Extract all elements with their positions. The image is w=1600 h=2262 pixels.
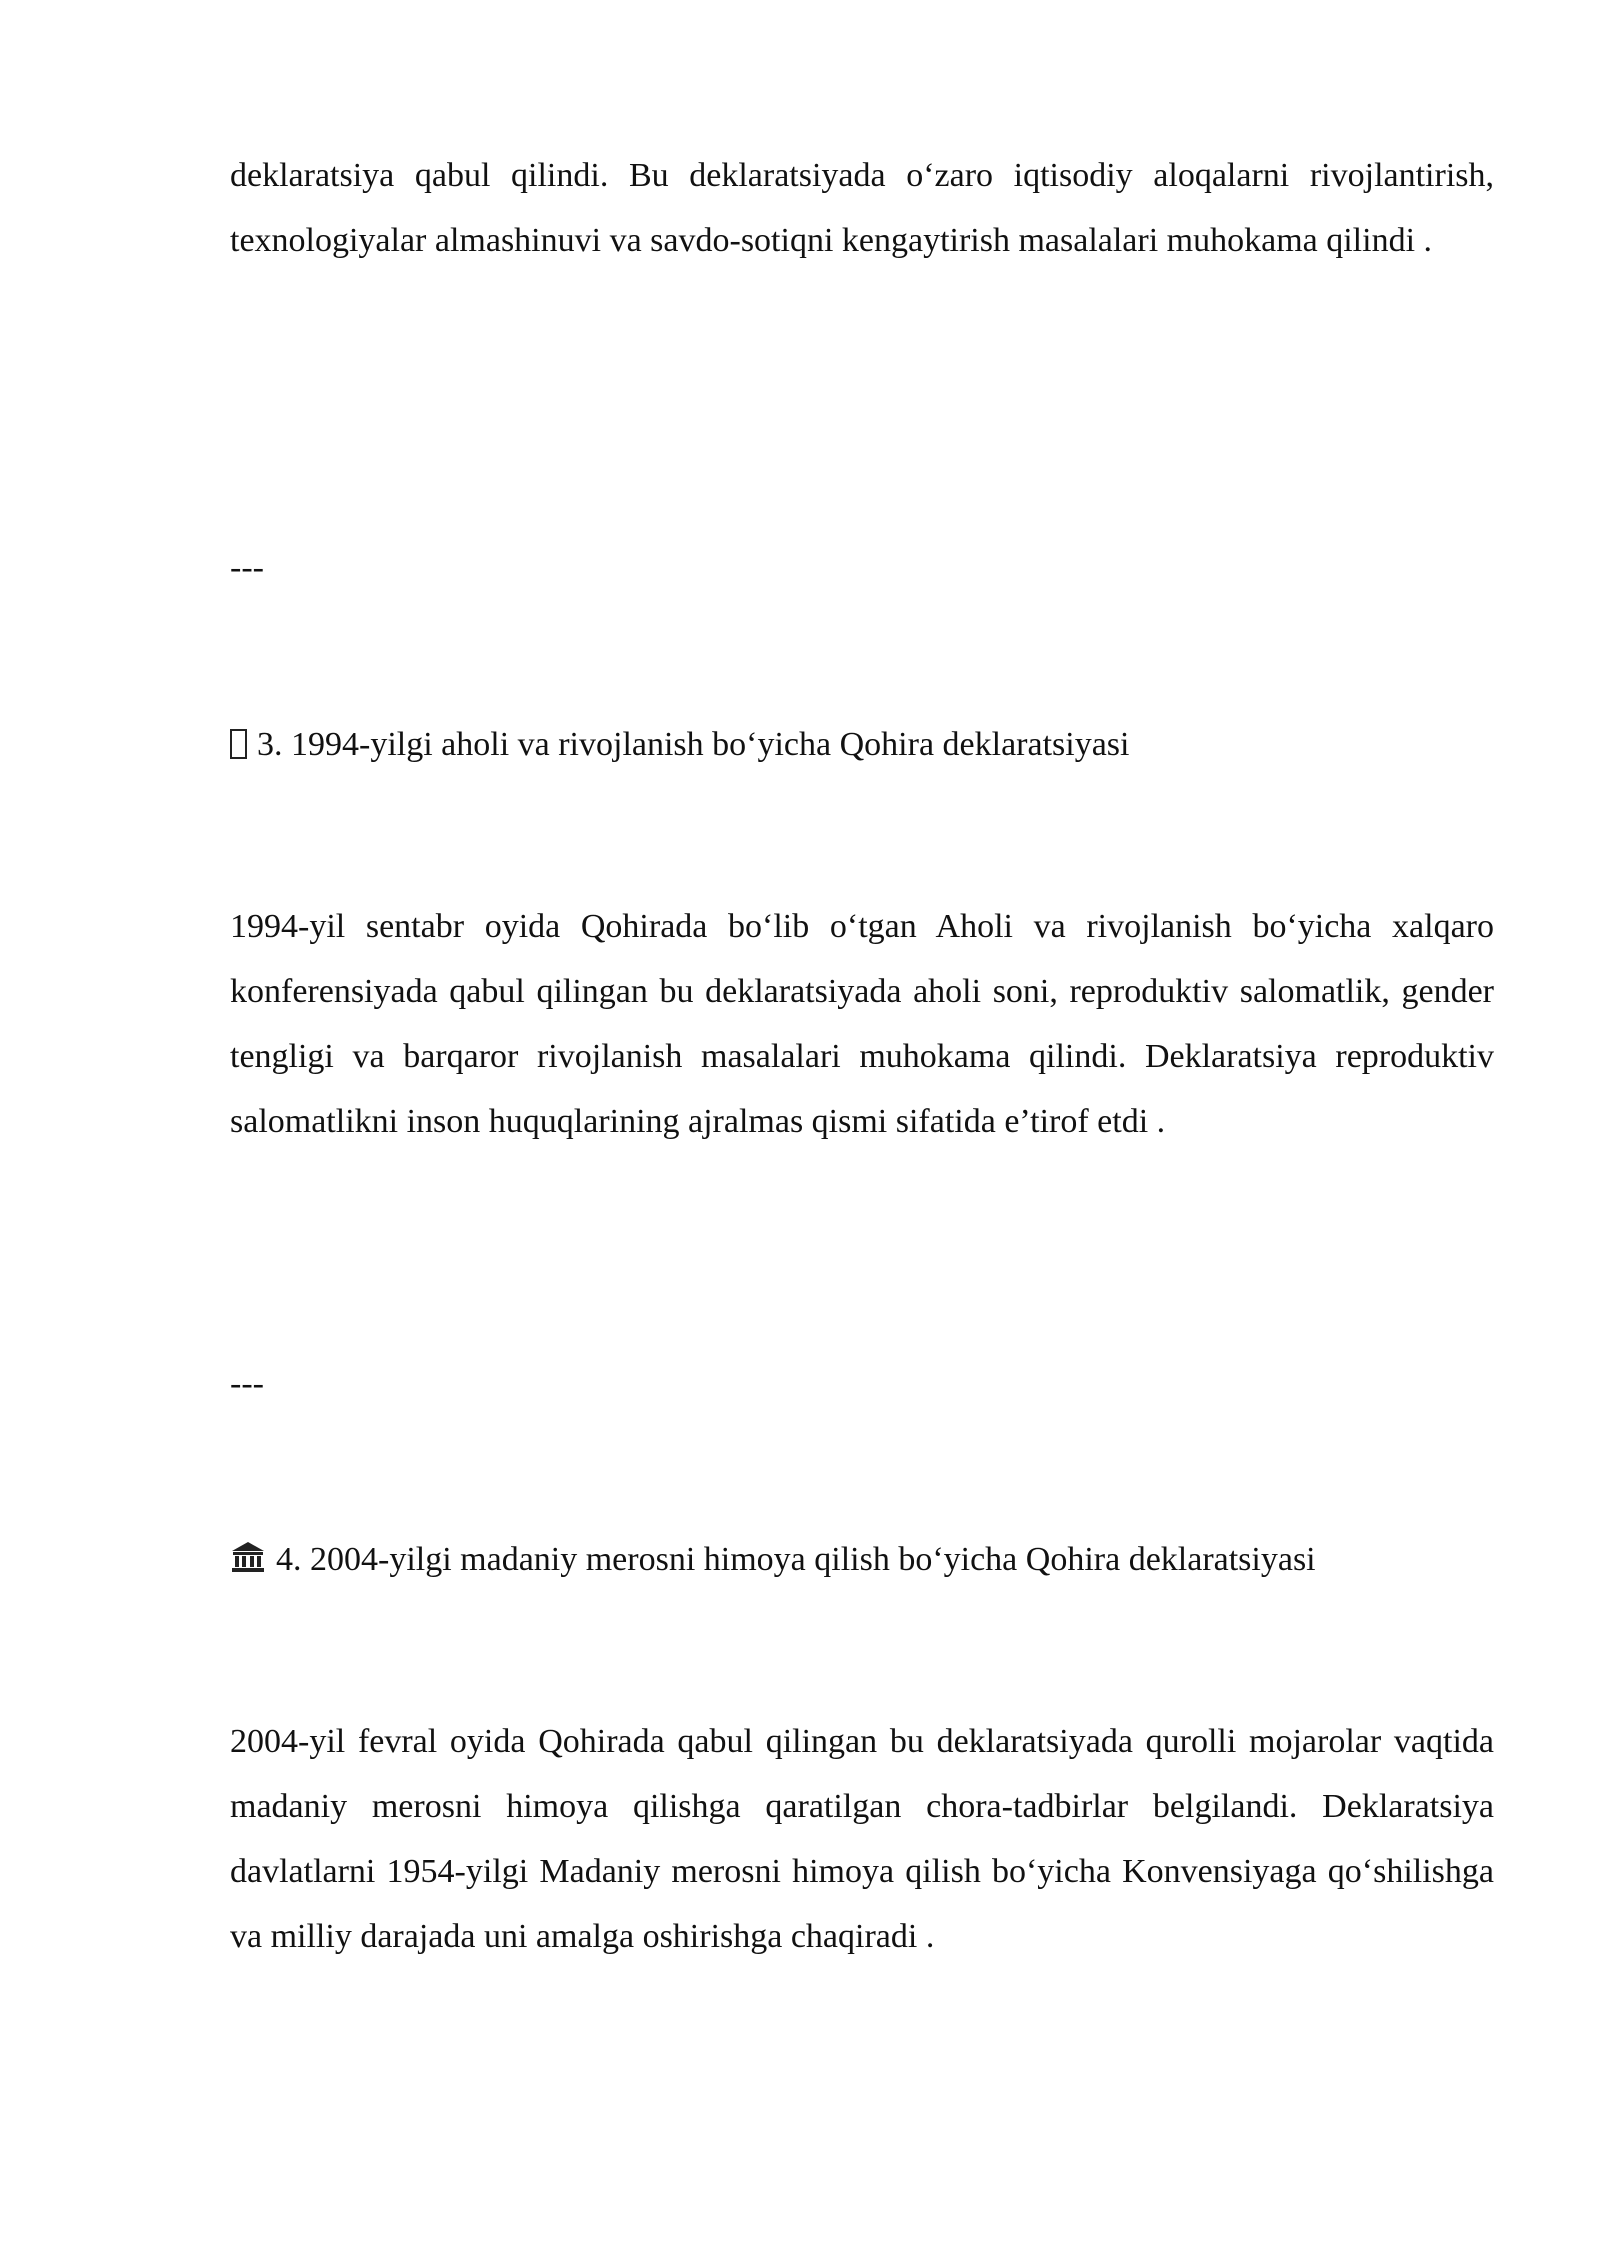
missing-glyph-icon [230, 729, 247, 759]
section-heading-4 [230, 1540, 1494, 1580]
separator-2: --- [230, 1365, 264, 1402]
section-heading-3 [230, 725, 1494, 765]
separator-1: --- [230, 549, 264, 586]
paragraph-section-4: 2004-yil fevral oyida Qohirada qabul qilingan bu deklaratsiyada qurolli mojarolar vaqtida madaniy merosni himoya qilishga qaratilgan chora-tadbirlar belgilandi. Deklaratsiya davlatlarni 1954-yilgi Madaniy merosni himoya qilish bo‘yicha Konvensiyaga qo‘shilishga va milliy darajada uni amalga oshirishga chaqiradi . [230, 1723, 1494, 1955]
classical-building-icon [230, 1540, 266, 1574]
paragraph-section-3: 1994-yil sentabr oyida Qohirada bo‘lib o‘tgan Aholi va rivojlanish bo‘yicha xalqaro konferensiyada qabul qilingan bu deklaratsiyada aholi soni, reproduktiv salomatlik, gender tengligi va barqaror rivojlanish masalalari muhokama qilindi. Deklaratsiya reproduktiv salomatlikni inson huquqlarining ajralmas qismi sifatida e’tirof etdi . [230, 908, 1494, 1140]
paragraph-intro: deklaratsiya qabul qilindi. Bu deklaratsiyada o‘zaro iqtisodiy aloqalarni rivojlantirish, texnologiyalar almashinuvi va savdo-sotiqni kengaytirish masalalari muhokama qilindi . [230, 157, 1494, 259]
section-heading-4-text: 4. 2004-yilgi madaniy merosni himoya qilish bo‘yicha Qohira deklaratsiyasi [276, 1541, 1316, 1578]
section-heading-3-text: 3. 1994-yilgi aholi va rivojlanish bo‘yicha Qohira deklaratsiyasi [257, 726, 1130, 763]
